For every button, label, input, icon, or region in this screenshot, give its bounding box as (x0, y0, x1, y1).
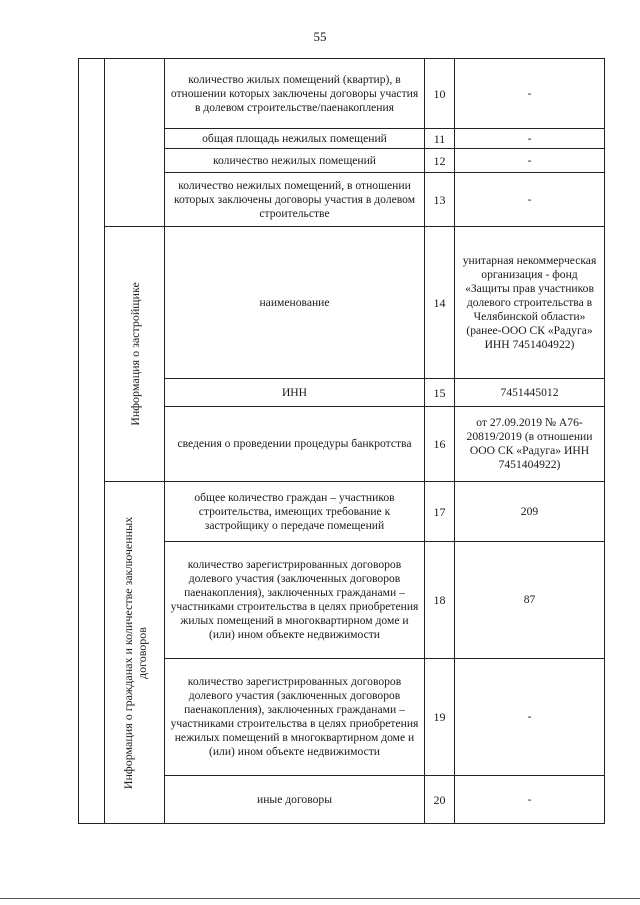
row-value: - (455, 59, 605, 129)
row-number: 18 (425, 542, 455, 659)
row-value: 7451445012 (455, 379, 605, 407)
row-value: - (455, 173, 605, 227)
row-label: количество жилых помещений (квартир), в отношении которых заключены договоры участия в долевом строительстве/паенакопления (165, 59, 425, 129)
table-row (79, 482, 605, 542)
row-number: 11 (425, 129, 455, 149)
row-number: 12 (425, 149, 455, 173)
row-number: 17 (425, 482, 455, 542)
section-header-blank (105, 59, 165, 227)
page-number: 55 (313, 29, 327, 44)
row-value: - (455, 129, 605, 149)
row-number: 19 (425, 659, 455, 776)
row-value: 209 (455, 482, 605, 542)
row-number: 15 (425, 379, 455, 407)
row-label: ИНН (165, 379, 425, 407)
row-value: - (455, 776, 605, 824)
section-label-citizens-line2: договоров (134, 626, 149, 679)
row-label: количество нежилых помещений, в отношении которых заключены договоры участия в долевом строительстве (165, 173, 425, 227)
row-label: наименование (165, 227, 425, 379)
section-label-citizens-line1: Информация о гражданах и количестве заключенных (120, 516, 135, 789)
row-value: унитарная некоммерческая организация - фонд «Защиты прав участников долевого строительства в Челябинской области» (ранее-ООО СК «Радуга» ИНН 7451404922) (455, 227, 605, 379)
row-value: - (455, 149, 605, 173)
data-table (78, 58, 605, 824)
section-header-citizens (105, 482, 165, 824)
row-label: количество зарегистрированных договоров долевого участия (заключенных договоров паенакопления), заключенных гражданами – участниками строительства в целях приобретения нежилых помещений в многоквартирном доме и (или) ином объекте недвижимости (165, 659, 425, 776)
section-header-developer (105, 227, 165, 482)
row-label: общее количество граждан – участников строительства, имеющих требование к застройщику о передаче помещений (165, 482, 425, 542)
row-label: общая площадь нежилых помещений (165, 129, 425, 149)
row-label: количество нежилых помещений (165, 149, 425, 173)
row-number: 10 (425, 59, 455, 129)
row-value: - (455, 659, 605, 776)
section-label-developer: Информация о застройщике (127, 282, 142, 426)
row-label: количество зарегистрированных договоров долевого участия (заключенных договоров паенакопления), заключенных гражданами – участниками строительства в целях приобретения жилых помещений в многоквартирном доме и (или) ином объекте недвижимости (165, 542, 425, 659)
row-value: 87 (455, 542, 605, 659)
row-number: 14 (425, 227, 455, 379)
row-label: иные договоры (165, 776, 425, 824)
table-row (79, 227, 605, 379)
section-label-citizens (121, 516, 149, 788)
row-number: 20 (425, 776, 455, 824)
table-row (79, 59, 605, 129)
row-value: от 27.09.2019 № А76-20819/2019 (в отношении ООО СК «Радуга» ИНН 7451404922) (455, 407, 605, 482)
row-number: 13 (425, 173, 455, 227)
outer-margin-column (79, 59, 105, 824)
row-label: сведения о проведении процедуры банкротства (165, 407, 425, 482)
page-bottom-border (0, 898, 640, 899)
row-number: 16 (425, 407, 455, 482)
